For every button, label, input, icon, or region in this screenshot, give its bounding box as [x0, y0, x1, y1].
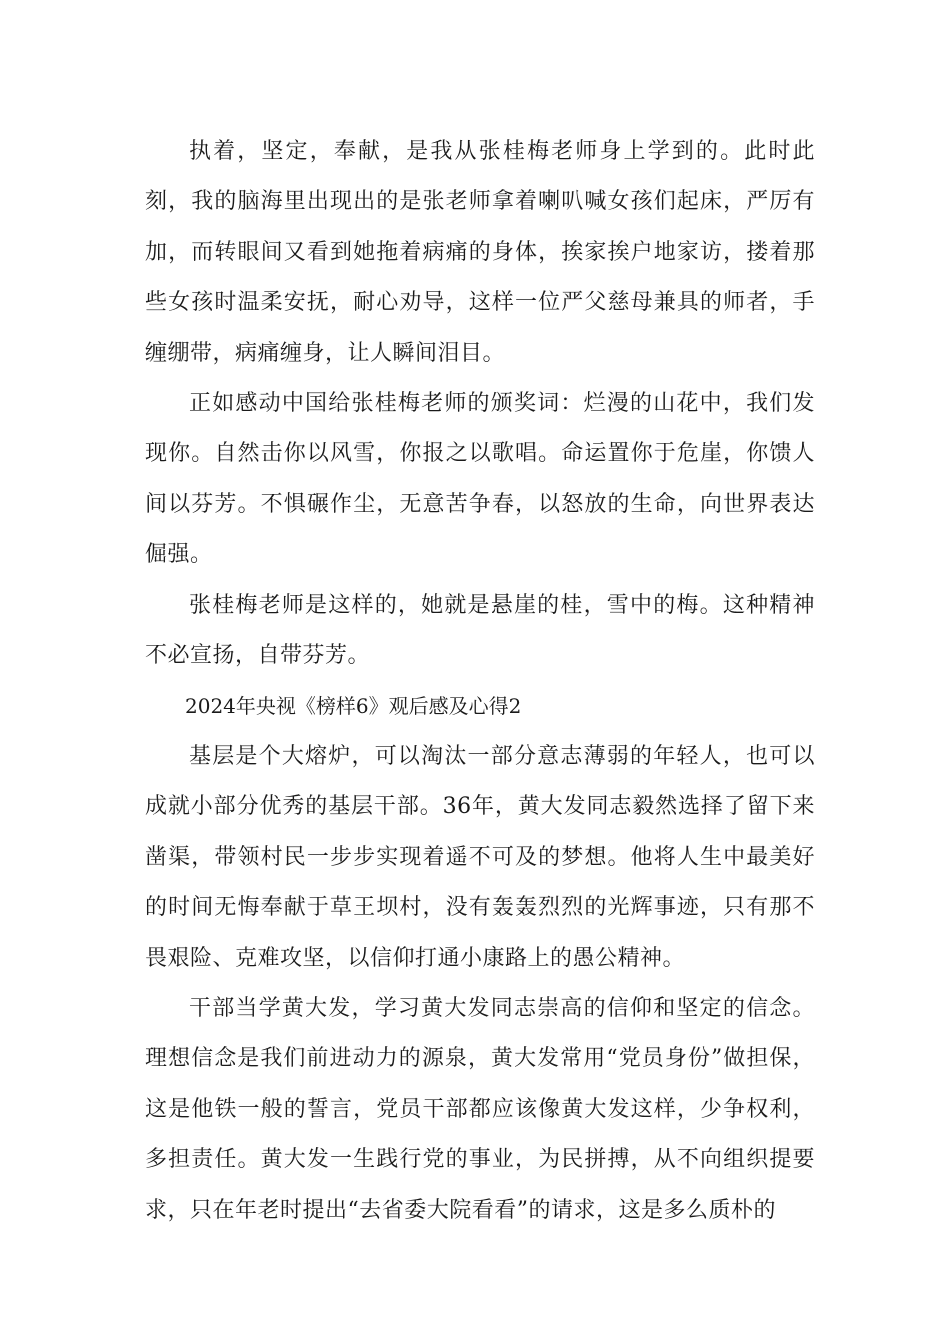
section-heading: 2024年央视《榜样6》观后感及心得2 [185, 694, 522, 719]
paragraph-4: 基层是个大熔炉，可以淘汰一部分意志薄弱的年轻人，也可以成就小部分优秀的基层干部。36年，黄大发同志毅然选择了留下来凿渠，带领村民一步步实现着遥不可及的梦想。他将人生中最美好的时间无悔奉献于草王坝村，没有轰轰烈烈的光辉事迹，只有那不畏艰险、克难攻坚，以信仰打通小康路上的愚公精神。 [145, 743, 815, 971]
paragraph-5: 干部当学黄大发，学习黄大发同志崇高的信仰和坚定的信念。理想信念是我们前进动力的源泉，黄大发常用“党员身份”做担保，这是他铁一般的誓言，党员干部都应该像黄大发这样，少争权利，多担责任。黄大发一生践行党的事业，为民拼搏，从不向组织提要求，只在年老时提出“去省委大院看看”的请求，这是多么质朴的 [145, 995, 815, 1223]
document-body [145, 127, 815, 1236]
paragraph-1: 执着，坚定，奉献，是我从张桂梅老师身上学到的。此时此刻，我的脑海里出现出的是张老师拿着喇叭喊女孩们起床，严厉有加，而转眼间又看到她拖着病痛的身体，挨家挨户地家访，搂着那些女孩时温柔安抚，耐心劝导，这样一位严父慈母兼具的师者，手缠绷带，病痛缠身，让人瞬间泪目。 [145, 139, 815, 366]
paragraph-3: 张桂梅老师是这样的，她就是悬崖的桂，雪中的梅。这种精神不必宣扬，自带芬芳。 [145, 592, 815, 669]
paragraph-2: 正如感动中国给张桂梅老师的颁奖词：烂漫的山花中，我们发现你。自然击你以风雪，你报之以歌唱。命运置你于危崖，你馈人间以芬芳。不惧碾作尘，无意苦争春，以怒放的生命，向世界表达倔强。 [145, 391, 815, 568]
